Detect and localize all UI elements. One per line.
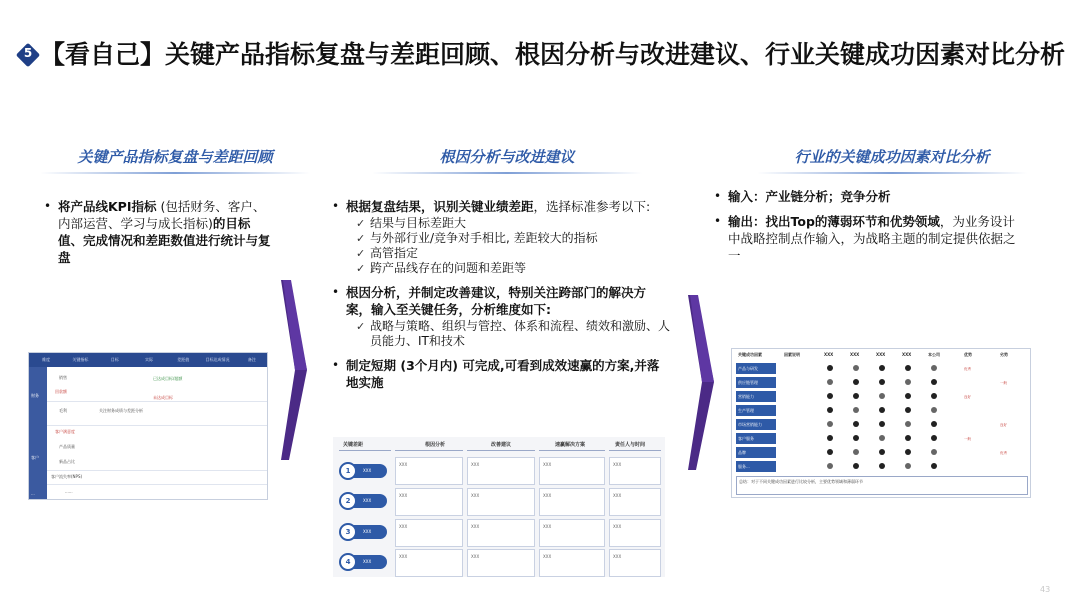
column-header-3: 行业的关键成功因素对比分析 bbox=[794, 148, 990, 166]
kpi-row: 产品质量 bbox=[59, 444, 75, 449]
check-item: ✓ 与外部行业/竞争对手相比, 差距较大的指标 bbox=[356, 231, 670, 246]
root-cause-cell bbox=[467, 519, 535, 547]
cell-text: XXX bbox=[543, 462, 552, 467]
gap-tag-number: 3 bbox=[339, 523, 357, 541]
ksf-th: XXX bbox=[876, 352, 886, 357]
gap-tag-number: 2 bbox=[339, 492, 357, 510]
rating-dot-icon bbox=[827, 421, 833, 427]
rating-dot-icon bbox=[827, 365, 833, 371]
root-cause-cell bbox=[467, 457, 535, 485]
column-header-3-underline bbox=[757, 172, 1027, 174]
rating-dot-icon bbox=[853, 379, 859, 385]
kpi-th: 实际 bbox=[144, 357, 153, 362]
rating-dot-icon bbox=[853, 449, 859, 455]
ksf-th: 劣势 bbox=[1000, 352, 1008, 357]
ksf-output-bold: 输出：找出Top的薄弱环节和优势领域 bbox=[728, 214, 940, 229]
root-cause-th-line bbox=[339, 450, 391, 451]
ksf-row-label: 生产管理 bbox=[736, 405, 776, 416]
ksf-comparison-table-image bbox=[731, 348, 1031, 498]
rating-dot-icon bbox=[931, 421, 937, 427]
column-header-2: 根因分析与改进建议 bbox=[439, 148, 575, 166]
root-cause-th-line bbox=[395, 450, 463, 451]
cell-text: XXX bbox=[471, 524, 480, 529]
root-cause-cell bbox=[609, 488, 661, 516]
kpi-row-divider bbox=[47, 484, 268, 485]
kpi-row: 新品占比 bbox=[59, 459, 75, 464]
rating-dot-icon bbox=[879, 435, 885, 441]
rating-dot-icon bbox=[931, 449, 937, 455]
rating-dot-icon bbox=[853, 421, 859, 427]
bullet-1-normal: ，选择标准参考以下: bbox=[533, 199, 651, 214]
check-item: ✓ 跨产品线存在的问题和差距等 bbox=[356, 261, 670, 276]
column-1-text bbox=[42, 198, 274, 266]
column-header-2-underline bbox=[372, 172, 642, 174]
rating-dot-icon bbox=[879, 421, 885, 427]
kpi-row: 销售 bbox=[59, 375, 67, 380]
ksf-grade-text: 一般 bbox=[964, 437, 971, 441]
rating-dot-icon bbox=[931, 379, 937, 385]
gap-tag bbox=[341, 464, 387, 478]
ksf-grade-text: 优秀 bbox=[1000, 451, 1007, 455]
rating-dot-icon bbox=[905, 393, 911, 399]
rating-dot-icon bbox=[853, 435, 859, 441]
kpi-side-label: 客户 bbox=[31, 455, 39, 460]
gap-tag bbox=[341, 494, 387, 508]
root-cause-bullet-1 bbox=[330, 198, 670, 215]
rating-dot-icon bbox=[853, 393, 859, 399]
rating-dot-icon bbox=[827, 463, 833, 469]
kpi-row: 客户满意度 bbox=[55, 429, 75, 434]
column-1-bullet bbox=[42, 198, 274, 266]
root-cause-th: 根因分析 bbox=[425, 442, 446, 448]
ksf-bullet-1 bbox=[712, 188, 1022, 205]
ksf-output-normal: ，为业务设计中战略控制点作输入，为战略主题的制定提供依据之一 bbox=[728, 214, 1016, 263]
chevron-arrow-icon-1 bbox=[281, 280, 309, 460]
ksf-row-label: 客户服务 bbox=[736, 433, 776, 444]
cell-text: XXX bbox=[543, 493, 552, 498]
check-item: ✓ 高管指定 bbox=[356, 246, 670, 261]
rating-dot-icon bbox=[879, 393, 885, 399]
root-cause-cell bbox=[395, 519, 463, 547]
gap-tag-text: XXX bbox=[363, 498, 372, 503]
check-item: ✓ 结果与目标差距大 bbox=[356, 216, 670, 231]
bullet-1-bold: 根据复盘结果，识别关键业绩差距 bbox=[346, 199, 534, 214]
root-cause-cell bbox=[467, 549, 535, 577]
kpi-th: 关键指标 bbox=[72, 357, 89, 362]
kpi-row: ...... bbox=[65, 489, 73, 494]
rating-dot-icon bbox=[853, 365, 859, 371]
ksf-row-label: 市场营销能力 bbox=[736, 419, 776, 430]
ksf-row-label: 品牌 bbox=[736, 447, 776, 458]
bullet-2-bold: 根因分析，并制定改善建议，特别关注跨部门的解决方案，输入至关键任务，分析维度如下: bbox=[346, 285, 647, 317]
gap-tag bbox=[341, 555, 387, 569]
cell-text: XXX bbox=[399, 462, 408, 467]
rating-dot-icon bbox=[879, 407, 885, 413]
gap-tag-text: XXX bbox=[363, 529, 372, 534]
ksf-th: 优势 bbox=[964, 352, 972, 357]
rating-dot-icon bbox=[931, 407, 937, 413]
rating-dot-icon bbox=[827, 435, 833, 441]
ksf-th: XXX bbox=[824, 352, 834, 357]
kpi-th: 差距值 bbox=[177, 357, 190, 362]
ksf-input: 输入：产业链分析；竞争分析 bbox=[728, 189, 891, 204]
rating-dot-icon bbox=[853, 407, 859, 413]
kpi-review-table-image bbox=[28, 352, 268, 500]
kpi-row-divider bbox=[47, 425, 268, 426]
gap-tag bbox=[341, 525, 387, 539]
column-2-text bbox=[330, 198, 670, 391]
root-cause-bullet-2 bbox=[330, 284, 670, 318]
rating-dot-icon bbox=[905, 379, 911, 385]
rating-dot-icon bbox=[931, 435, 937, 441]
rating-dot-icon bbox=[827, 407, 833, 413]
cell-text: XXX bbox=[543, 554, 552, 559]
rating-dot-icon bbox=[879, 365, 885, 371]
root-cause-th: 改善建议 bbox=[491, 442, 512, 448]
root-cause-th: 速赢解决方案 bbox=[555, 442, 586, 448]
ksf-row-label: 供应链管理 bbox=[736, 377, 776, 388]
chevron-arrow-icon-2 bbox=[688, 295, 716, 470]
kpi-side-label: ... bbox=[31, 491, 35, 496]
gap-tag-number: 1 bbox=[339, 462, 357, 480]
rating-dot-icon bbox=[931, 365, 937, 371]
cell-text: XXX bbox=[613, 493, 622, 498]
ksf-grade-text: 优秀 bbox=[964, 367, 971, 371]
root-cause-th-line bbox=[539, 450, 605, 451]
kpi-row: 毛利 bbox=[59, 408, 67, 413]
rating-dot-icon bbox=[853, 463, 859, 469]
check-list-1 bbox=[330, 216, 670, 276]
check-item: ✓ 战略与策略、组织与管控、体系和流程、绩效和激励、人员能力、IT和技术 bbox=[356, 319, 670, 349]
root-cause-th: 责任人与时间 bbox=[615, 442, 646, 448]
ksf-th: XXX bbox=[902, 352, 912, 357]
kpi-row-divider bbox=[47, 401, 268, 402]
kpi-note-red: 未达成目标 bbox=[153, 395, 173, 400]
rating-dot-icon bbox=[905, 421, 911, 427]
rating-dot-icon bbox=[827, 449, 833, 455]
root-cause-th: 关键差距 bbox=[343, 442, 364, 448]
ksf-th: 因素说明 bbox=[784, 352, 800, 357]
kpi-table-header bbox=[29, 353, 268, 367]
ksf-row-label: 服务... bbox=[736, 461, 776, 472]
kpi-th: 目标 bbox=[110, 357, 119, 362]
ksf-th: 关键成功因素 bbox=[738, 352, 762, 357]
ksf-summary-note: 总结：对于不同关键成功因素进行比较分析，主要优势领域和薄弱环节 bbox=[736, 476, 1028, 495]
root-cause-th-line bbox=[467, 450, 535, 451]
kpi-row-divider bbox=[47, 470, 268, 471]
rating-dot-icon bbox=[905, 365, 911, 371]
gap-tag-number: 4 bbox=[339, 553, 357, 571]
cell-text: XXX bbox=[471, 554, 480, 559]
cell-text: XXX bbox=[399, 524, 408, 529]
cell-text: XXX bbox=[613, 554, 622, 559]
check-list-2 bbox=[330, 319, 670, 349]
kpi-bold-lead: 将产品线KPI指标 bbox=[58, 199, 157, 214]
kpi-row: 客户流失率(NPS) bbox=[51, 474, 83, 479]
cell-text: XXX bbox=[613, 462, 622, 467]
kpi-th: 备注 bbox=[247, 357, 256, 362]
ksf-row-label: 产品与研发 bbox=[736, 363, 776, 374]
root-cause-cell bbox=[395, 457, 463, 485]
column-header-1-underline bbox=[40, 172, 310, 174]
ksf-grade-text: 一般 bbox=[1000, 381, 1007, 385]
rating-dot-icon bbox=[879, 449, 885, 455]
kpi-row: 回款额 bbox=[55, 389, 67, 394]
kpi-th: 目标达成情况 bbox=[205, 357, 230, 362]
rating-dot-icon bbox=[931, 463, 937, 469]
ksf-row-label: 营销能力 bbox=[736, 391, 776, 402]
gap-tag-text: XXX bbox=[363, 468, 372, 473]
cell-text: XXX bbox=[471, 493, 480, 498]
ksf-bullet-2 bbox=[712, 213, 1022, 264]
rating-dot-icon bbox=[879, 379, 885, 385]
root-cause-cell bbox=[467, 488, 535, 516]
root-cause-bullet-3 bbox=[330, 357, 670, 391]
root-cause-cell bbox=[395, 549, 463, 577]
kpi-mid-note: 关注财务成绩与差距分析 bbox=[99, 408, 143, 413]
root-cause-table-image bbox=[333, 437, 665, 577]
ksf-th: 本公司 bbox=[928, 352, 940, 357]
section-number: 5 bbox=[23, 46, 33, 60]
rating-dot-icon bbox=[879, 463, 885, 469]
column-3-text bbox=[712, 188, 1022, 264]
root-cause-cell bbox=[539, 519, 605, 547]
kpi-note-green: 已达成目标/超额 bbox=[153, 376, 183, 381]
kpi-bold-tail: 的目标值、完成情况和差距数值进行统计与复盘 bbox=[58, 216, 271, 265]
kpi-th: 维度 bbox=[42, 357, 51, 362]
kpi-detail: (包括财务、客户、内部运营、学习与成长指标) bbox=[58, 199, 266, 231]
kpi-side-label: 财务 bbox=[31, 393, 39, 398]
cell-text: XXX bbox=[399, 554, 408, 559]
page-number: 43 bbox=[1040, 585, 1051, 594]
gap-tag-text: XXX bbox=[363, 559, 372, 564]
rating-dot-icon bbox=[905, 407, 911, 413]
cell-text: XXX bbox=[471, 462, 480, 467]
slide-title: 【看自己】关键产品指标复盘与差距回顾、根因分析与改进建议、行业关键成功因素对比分析 bbox=[40, 40, 1066, 69]
root-cause-cell bbox=[539, 488, 605, 516]
root-cause-cell bbox=[609, 549, 661, 577]
rating-dot-icon bbox=[905, 435, 911, 441]
rating-dot-icon bbox=[905, 463, 911, 469]
root-cause-th-line bbox=[609, 450, 661, 451]
section-number-badge bbox=[16, 43, 40, 67]
column-header-1: 关键产品指标复盘与差距回顾 bbox=[77, 148, 273, 166]
bullet-3-bold: 制定短期 (3个月内) 可完成,可看到成效速赢的方案,并落地实施 bbox=[346, 358, 660, 390]
root-cause-cell bbox=[609, 457, 661, 485]
cell-text: XXX bbox=[543, 524, 552, 529]
root-cause-cell bbox=[539, 457, 605, 485]
ksf-th: XXX bbox=[850, 352, 860, 357]
rating-dot-icon bbox=[905, 449, 911, 455]
kpi-side-bar bbox=[29, 367, 47, 500]
rating-dot-icon bbox=[931, 393, 937, 399]
ksf-grade-text: 良好 bbox=[1000, 423, 1007, 427]
cell-text: XXX bbox=[399, 493, 408, 498]
rating-dot-icon bbox=[827, 393, 833, 399]
cell-text: XXX bbox=[613, 524, 622, 529]
root-cause-cell bbox=[395, 488, 463, 516]
root-cause-cell bbox=[609, 519, 661, 547]
root-cause-cell bbox=[539, 549, 605, 577]
rating-dot-icon bbox=[827, 379, 833, 385]
ksf-grade-text: 良好 bbox=[964, 395, 971, 399]
